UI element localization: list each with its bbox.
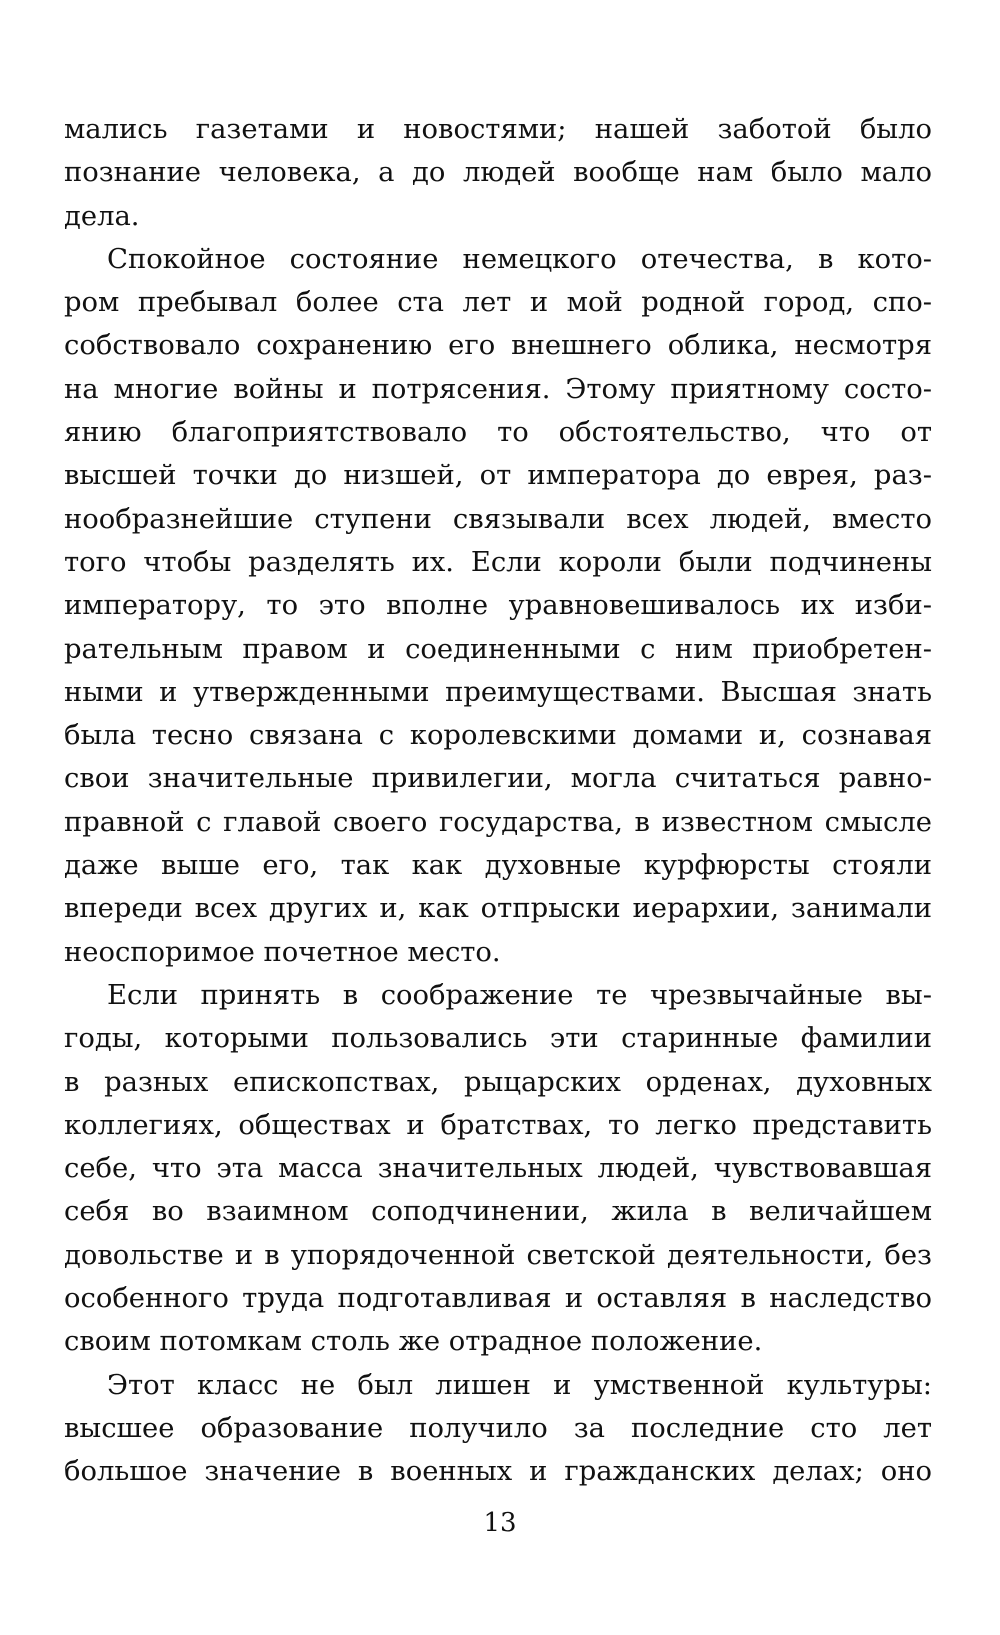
text-line: мались газетами и новостями; нашей заботой было [64,114,932,145]
text-line: своим потомкам столь же отрадное положение. [64,1326,763,1358]
text-line: познание человека, а до людей вообще нам было мало [64,157,932,189]
text-line: впереди всех других и, как отпрыски иерархии, занимали [64,893,932,925]
text-line: даже выше его, так как духовные курфюрсты стояли [64,850,932,882]
text-line: себя во взаимном соподчинении, жила в величайшем [64,1196,932,1228]
text-line: себе, что эта масса значительных людей, чувствовавшая [64,1153,932,1185]
text-line: рательным правом и соединенными с ним приобретен- [64,633,932,665]
text-line: императору, то это вполне уравновешивалось их изби- [64,590,932,622]
text-line: Этот класс не был лишен и умственной культуры: [107,1369,932,1401]
text-line: довольстве и в упорядоченной светской деятельности, без [64,1239,932,1271]
page-body [64,108,932,1494]
text-line: большое значение в военных и гражданских делах; оно [64,1456,932,1488]
text-line: ными и утвержденными преимуществами. Высшая знать [64,676,932,708]
text-line: правной с главой своего государства, в известном смысле [64,806,932,838]
text-line: коллегиях, обществах и братствах, то легко представить [64,1109,932,1141]
text-line: годы, которыми пользовались эти старинные фамилии [64,1023,932,1055]
page-number: 13 [483,1508,517,1538]
text-line: дела. [64,200,140,232]
text-line: была тесно связана с королевскими домами и, сознавая [64,720,932,752]
text-line: того чтобы разделять их. Если короли были подчинены [64,546,932,578]
text-line: на многие войны и потрясения. Этому приятному состо- [64,373,932,405]
text-line: особенного труда подготавливая и оставляя в наследство [64,1283,932,1315]
text-line: Если принять в соображение те чрезвычайные вы- [107,979,932,1011]
text-line: высшей точки до низшей, от императора до еврея, раз- [64,460,932,492]
text-line: свои значительные привилегии, могла считаться равно- [64,763,932,795]
text-line: неоспоримое почетное место. [64,936,501,968]
text-line: высшее образование получило за последние сто лет [64,1412,932,1444]
text-line: в разных епископствах, рыцарских орденах, духовных [64,1066,932,1098]
text-line: нообразнейшие ступени связывали всех людей, вместо [64,503,932,535]
text-line: собствовало сохранению его внешнего облика, несмотря [64,330,932,362]
text-line: ром пребывал более ста лет и мой родной город, спо- [64,287,932,319]
text-line: янию благоприятствовало то обстоятельство, что от [64,417,932,449]
text-line: Спокойное состояние немецкого отечества, в кото- [107,243,932,275]
